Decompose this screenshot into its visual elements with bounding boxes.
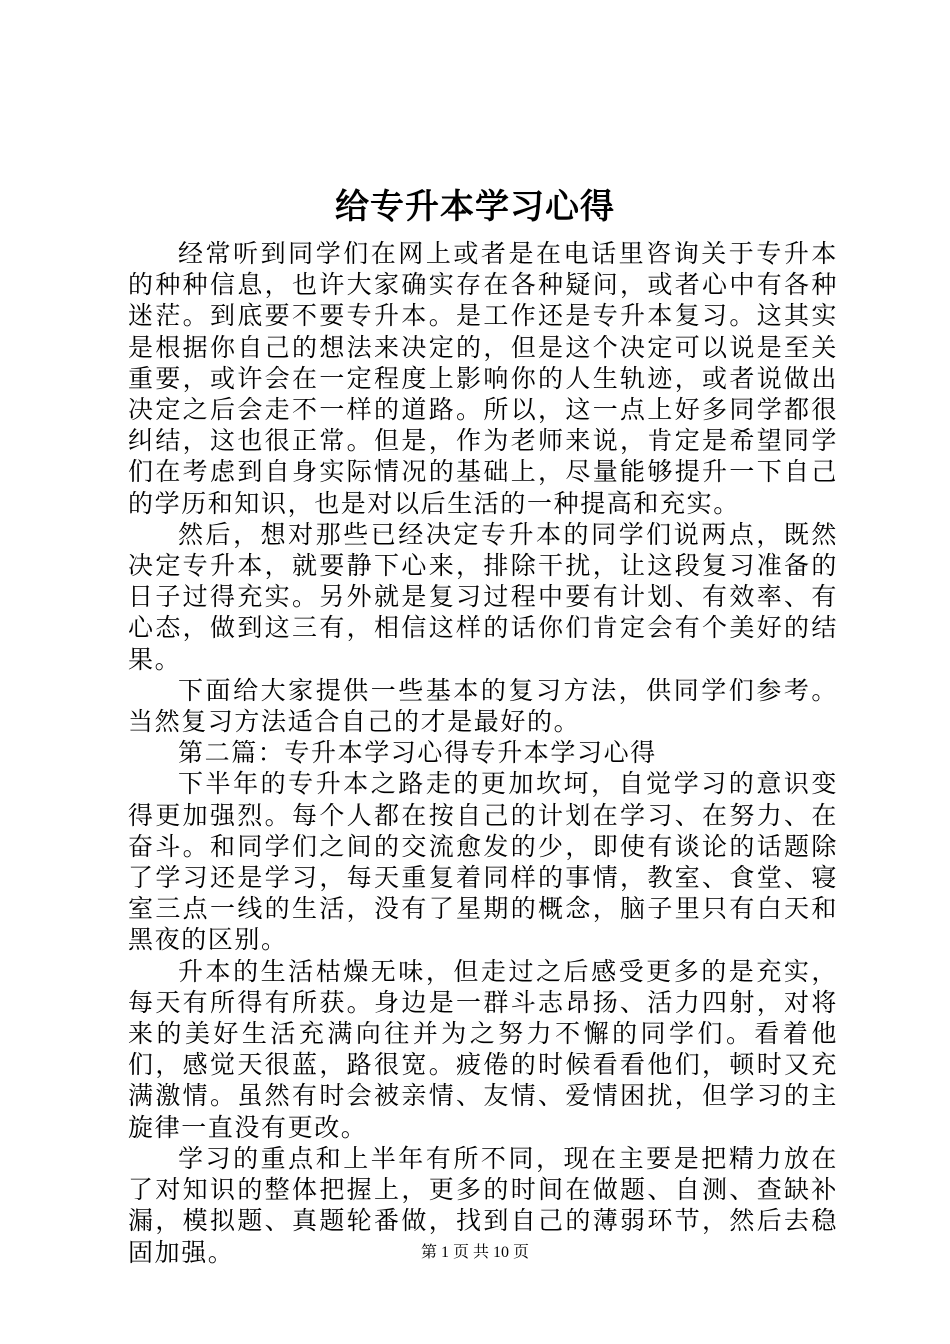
paragraph-2: 然后，想对那些已经决定专升本的同学们说两点，既然决定专升本，就要静下心来，排除干扰，让这段复习准备的日子过得充实。另外就是复习过程中要有计划、有效率、有心态，做到这三有，相信这样的话你们肯定会有个美好的结果。 (128, 519, 838, 674)
section-heading-second: 第二篇：专升本学习心得专升本学习心得 (178, 738, 657, 768)
paragraph-3: 下面给大家提供一些基本的复习方法，供同学们参考。当然复习方法适合自己的才是最好的。 (128, 675, 838, 737)
page-number-footer: 第 1 页 共 10 页 (420, 1244, 529, 1261)
paragraph-7: 学习的重点和上半年有所不同，现在主要是把精力放在了对知识的整体把握上，更多的时间在做题、自测、查缺补漏，模拟题、真题轮番做，找到自己的薄弱环节，然后去稳固加强。 (128, 1143, 838, 1267)
document-body (128, 238, 838, 1268)
document-title: 给专升本学习心得 (335, 187, 615, 227)
paragraph-1: 经常听到同学们在网上或者是在电话里咨询关于专升本的种种信息，也许大家确实存在各种疑问，或者心中有各种迷茫。到底要不要专升本。是工作还是专升本复习。这其实是根据你自己的想法来决定的，但是这个决定可以说是至关重要，或许会在一定程度上影响你的人生轨迹，或者说做出决定之后会走不一样的道路。所以，这一点上好多同学都很纠结，这也很正常。但是，作为老师来说，肯定是希望同学们在考虑到自身实际情况的基础上，尽量能够提升一下自己的学历和知识，也是对以后生活的一种提高和充实。 (128, 239, 838, 518)
paragraph-6: 升本的生活枯燥无味，但走过之后感受更多的是充实，每天有所得有所获。身边是一群斗志昂扬、活力四射，对将来的美好生活充满向往并为之努力不懈的同学们。看着他们，感觉天很蓝，路很宽。疲倦的时候看看他们，顿时又充满激情。虽然有时会被亲情、友情、爱情困扰，但学习的主旋律一直没有更改。 (128, 956, 838, 1142)
paragraph-5: 下半年的专升本之路走的更加坎坷，自觉学习的意识变得更加强烈。每个人都在按自己的计划在学习、在努力、在奋斗。和同学们之间的交流愈发的少，即使有谈论的话题除了学习还是学习，每天重复着同样的事情，教室、食堂、寝室三点一线的生活，没有了星期的概念，脑子里只有白天和黑夜的区别。 (128, 769, 838, 955)
